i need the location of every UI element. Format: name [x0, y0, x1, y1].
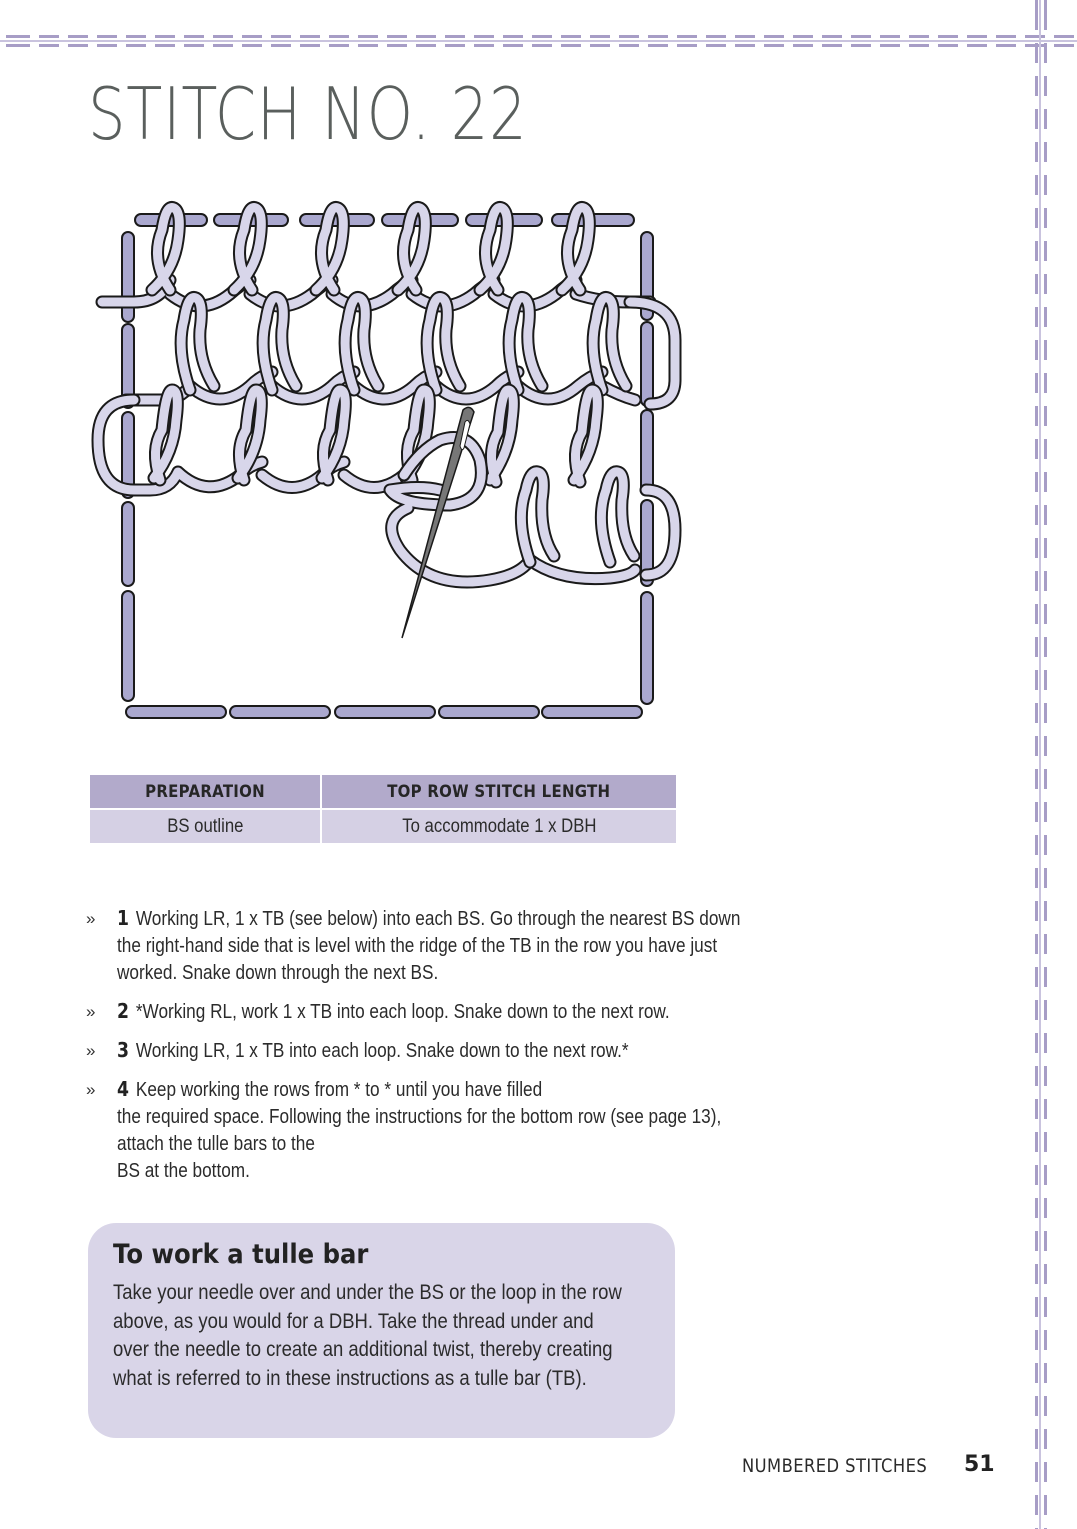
instruction-steps [86, 905, 746, 1196]
page-footer [742, 1452, 995, 1477]
thread-loops [98, 207, 675, 582]
step-text: Working LR, 1 x TB (see below) into each BS. Go through the nearest BS down the right-hand side that is level with the ridge of the TB in the row you have just worked. Snake down through the next BS. [117, 908, 741, 984]
border-thread [0, 40, 1077, 42]
tip-title: To work a tulle bar [113, 1239, 369, 1270]
tip-body: Take your needle over and under the BS or the loop in the row above, as you would for a DBH. Take the thread under and over the needle to create an additional twist, thereby creating what is referred to in these instructions as a tulle bar (TB). [113, 1280, 622, 1390]
step-4 [86, 1076, 746, 1185]
table-row [90, 810, 676, 843]
bullet-icon: » [86, 1002, 96, 1021]
bullet-icon: » [86, 1041, 96, 1060]
preparation-table [88, 773, 678, 845]
bullet-icon: » [86, 1080, 96, 1099]
step-number: 3 [117, 1038, 129, 1062]
step-text-line-3: BS at the bottom. [117, 1160, 250, 1182]
table-cell-stitch-length: To accommodate 1 x DBH [322, 810, 676, 843]
border-dashes-bottom [0, 44, 1077, 47]
step-text: *Working RL, work 1 x TB into each loop. Snake down to the next row. [135, 1001, 670, 1023]
step-text-line-2: the required space. Following the instructions for the bottom row (see page 13), attach the tulle bars to the [117, 1106, 722, 1155]
step-2 [86, 998, 746, 1026]
table-cell-preparation: BS outline [90, 810, 320, 843]
top-stitched-border [0, 33, 1077, 47]
step-number: 2 [117, 999, 129, 1023]
border-dashes-top [0, 35, 1077, 38]
bottom-bars [126, 706, 642, 718]
column-header-preparation: PREPARATION [90, 775, 320, 808]
step-text: Working LR, 1 x TB into each loop. Snake down to the next row.* [135, 1040, 629, 1062]
stitch-illustration [90, 190, 690, 730]
border-dashes-right [1044, 0, 1047, 1529]
tulle-bar-tip-box [88, 1223, 675, 1438]
bullet-icon: » [86, 909, 96, 928]
table-header-row [90, 775, 676, 808]
step-text-line-1: Keep working the rows from * to * until you have filled [135, 1079, 543, 1101]
row-3 [98, 390, 675, 582]
border-thread [1039, 0, 1041, 1529]
step-number: 1 [117, 906, 129, 930]
row-2-twists [181, 297, 626, 390]
page-title: STITCH NO. 22 [88, 72, 528, 156]
row-1 [102, 207, 650, 306]
step-3 [86, 1037, 746, 1065]
page-number: 51 [964, 1452, 995, 1477]
step-1 [86, 905, 746, 987]
section-name: NUMBERED STITCHES [742, 1455, 928, 1477]
top-bars [135, 214, 634, 226]
step-number: 4 [117, 1077, 129, 1101]
right-stitched-border [1033, 0, 1047, 1529]
border-dashes-left [1035, 0, 1038, 1529]
column-header-top-row-stitch-length: TOP ROW STITCH LENGTH [322, 775, 676, 808]
